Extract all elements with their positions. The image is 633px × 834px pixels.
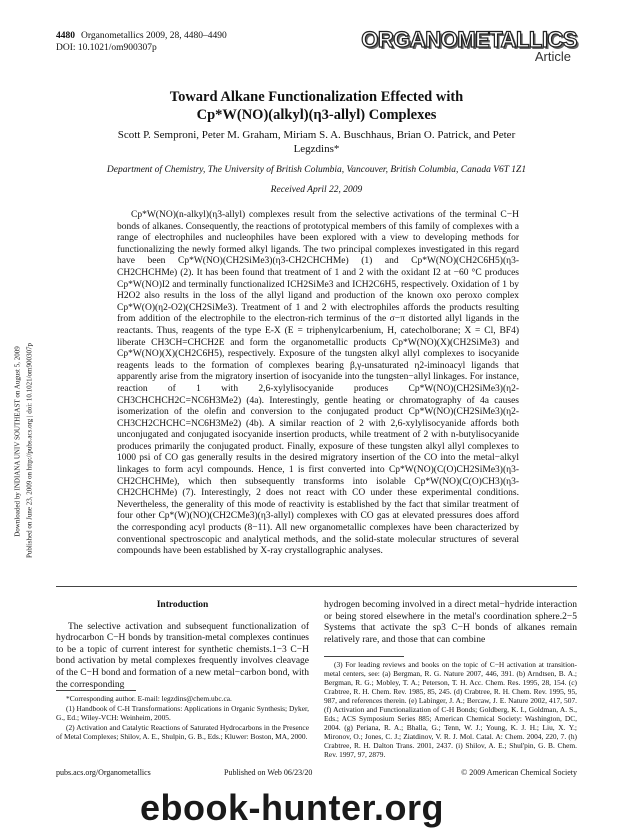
right-column-paragraph: hydrogen becoming involved in a direct metal−hydride interaction or being stored elsewhere in the metal's coordination sphere.2−5 Systems that activate the sp3 C−H bonds of alkanes remain relatively rare, and those that can combine — [324, 600, 577, 645]
right-column — [324, 600, 577, 646]
footnote-3: (3) For leading reviews and books on the topic of C−H activation at transition-metal centers, see: (a) Bergman, R. G. Nature 2007, 446, 391. (b) Arndtsen, B. A.; Bergman, R. G.; Mobley, T. A.; Peterson, T. H. Acc. Chem. Res. 1995, 28, 154. (c) Crabtree, R. H. Chem. Rev. 1985, 85, 245. (d) Crabtree, R. H. Chem. Rev. 1995, 95, 987, and references therein. (e) Labinger, J. A.; Bercaw, J. E. Nature 2002, 417, 507. (f) Activation and Functionalization of C-H Bonds; Goldberg, K. I., Goldman, A. S., Eds.; ACS Symposium Series 885; American Chemical Society: Washington, DC, 2004. (g) Periana, R. A.; Bhalla, G.; Tenn, W. J.; Young, K. J. H.; Liu, X. Y.; Mironov, O.; Jones, C. J.; Ziatdinov, V. R. J. Mol. Catal. A: Chem. 2004, 220, 7. (h) Crabtree, R. H. Dalton Trans. 2001, 2437. (i) Shilov, A. E.; Shul'pin, G. B. Chem. Rev. 1997, 97, 2879. — [324, 660, 577, 759]
affiliation: Department of Chemistry, The University of British Columbia, Vancouver, British Columbia, Canada V6T 1Z1 — [106, 165, 527, 175]
abstract: Cp*W(NO)(n-alkyl)(η3-allyl) complexes result from the selective activations of the terminal C−H bonds of alkanes. Consequently, the reactions of prototypical members of this family of complexes with a range of electrophiles and nucleophiles have been explored with a view to developing methods for functionalizing the newly formed alkyl ligands. The two principal complexes investigated in this regard have been Cp*W(NO)(CH2SiMe3)(η3-CH2CHCHMe) (1) and Cp*W(NO)(CH2C6H5)(η3-CH2CHCHMe) (2). It has been found that treatment of 1 and 2 with the oxidant I2 at −60 °C produces Cp*W(NO)I2 and terminally functionalized ICH2SiMe3 and ICH2C6H5, respectively. Oxidation of 1 by H2O2 also results in the loss of the allyl ligand and production of the known oxo peroxo complex Cp*W(O)(η2-O2)(CH2SiMe3). Treatment of 1 and 2 with electrophiles affords the products resulting from addition of the electrophile to the electron-rich terminus of the σ−π distorted allyl ligands in the reactants. Thus, reagents of the type E-X (E = triphenylcarbenium, H, catecholborane; X = Cl, BF4) liberate CH3CH=CHCH2E and form the organometallic products Cp*W(NO)(X)(CH2SiMe3) and Cp*W(NO)(X)(CH2C6H5), respectively. Exposure of the tungsten alkyl allyl complexes to isocyanide reagents leads to the formation of complexes bearing β,γ-unsaturated η2-iminoacyl ligands that apparently arise from the migratory insertion of isocyanide into the tungsten−allyl linkages. For instance, reaction of 1 with 2,6-xylylisocyanide produces Cp*W(NO)(CH2SiMe3)(η2-CH3CHCHCH2C=NC6H3Me2) (4a). Interestingly, gentle heating or chromatography of 4a causes isomerization of the olefin and conversion to the conjugated product Cp*W(NO)(CH2SiMe3)(η2-CH3CH2CHCHC=NC6H3Me2) (4b). A similar reaction of 2 with 2,6-xylylisocyanide affords both unconjugated and conjugated isocyanide insertion products, while treatment of 2 with n-butylisocyanide produces primarily the conjugated product. Finally, exposure of these tungsten alkyl allyl complexes to 1000 psi of CO gas generally results in the desired migratory insertion of the CO into the metal−alkyl linkages to form acyl compounds. Hence, 1 is first converted into Cp*W(NO)(C(O)CH2SiMe3)(η3-CH2CHCHMe), which then subsequently transforms into isolable Cp*W(NO)(C(O)CH3)(η3-CH2CHCHMe) (7). Interestingly, 2 does not react with CO under these experimental conditions. Nevertheless, the generality of this mode of reactivity is established by the fact that similar treatment of four other Cp*(W)(NO)(CH2CMe3)(η3-allyl) complexes with CO gas at elevated pressures does afford the corresponding acyl products (8−11). All new organometallic complexes have been characterized by conventional spectroscopic and analytical methods, and the solid-state molecular structures of several compounds have been established by X-ray crystallographic analyses. — [117, 210, 519, 557]
sidebar-download-line: Downloaded by INDIANA UNIV SOUTHEAST on August 5, 2009 — [13, 346, 22, 537]
sidebar-published-line: Published on June 23, 2009 on http://pubs.acs.org | doi: 10.1021/om900307p — [25, 343, 34, 558]
logo-text: ORGANOMETALLICS — [361, 27, 577, 52]
received-date: Received April 22, 2009 — [270, 185, 363, 195]
page-number: 4480 — [56, 31, 75, 41]
footnote-corresponding: *Corresponding author. E-mail: legzdins@chem.ubc.ca. — [66, 694, 232, 703]
download-sidebar — [6, 300, 34, 600]
footnote-1: (1) Handbook of C-H Transformations: Applications in Organic Synthesis; Dyker, G., Ed.; Wiley-VCH: Weinheim, 2005. — [56, 704, 309, 722]
footer-copyright: © 2009 American Chemical Society — [461, 768, 577, 777]
watermark: ebook-hunter.org — [140, 787, 444, 828]
title-line-1: Toward Alkane Functionalization Effected with — [169, 89, 464, 105]
footnotes-left — [56, 694, 309, 742]
section-divider — [56, 586, 577, 587]
footnote-2: (2) Activation and Catalytic Reactions of Saturated Hydrocarbons in the Presence of Metal Complexes; Shilov, A. E., Shulpin, G. B., Eds.; Kluwer: Boston, MA, 2000. — [56, 723, 309, 741]
footer-journal-url[interactable]: pubs.acs.org/Organometallics — [56, 768, 151, 777]
journal-header — [56, 30, 227, 54]
footer-published: Published on Web 06/23/20 — [224, 768, 313, 777]
doi[interactable]: DOI: 10.1021/om900307p — [56, 43, 157, 53]
article-type: Article — [534, 49, 571, 64]
journal-logo — [361, 27, 577, 64]
footnote-divider-left — [56, 690, 136, 691]
journal-citation: Organometallics 2009, 28, 4480–4490 — [81, 31, 227, 41]
paper-title — [100, 88, 533, 124]
left-column — [56, 600, 309, 691]
title-line-2: Cp*W(NO)(alkyl)(η3-allyl) Complexes — [196, 107, 437, 123]
intro-heading: Introduction — [156, 600, 209, 610]
intro-paragraph: The selective activation and subsequent functionalization of hydrocarbon C−H bonds by transition-metal complexes continues to be a topic of current interest for synthetic chemists.1−3 C−H bond activation by metal complexes frequently involves cleavage of the C−H bond and formation of a new metal−carbon bond, with the corresponding — [56, 621, 309, 690]
authors: Scott P. Semproni, Peter M. Graham, Miriam S. A. Buschhaus, Brian O. Patrick, and Peter Legzdins* — [117, 129, 516, 155]
footnote-divider-right — [324, 656, 404, 657]
